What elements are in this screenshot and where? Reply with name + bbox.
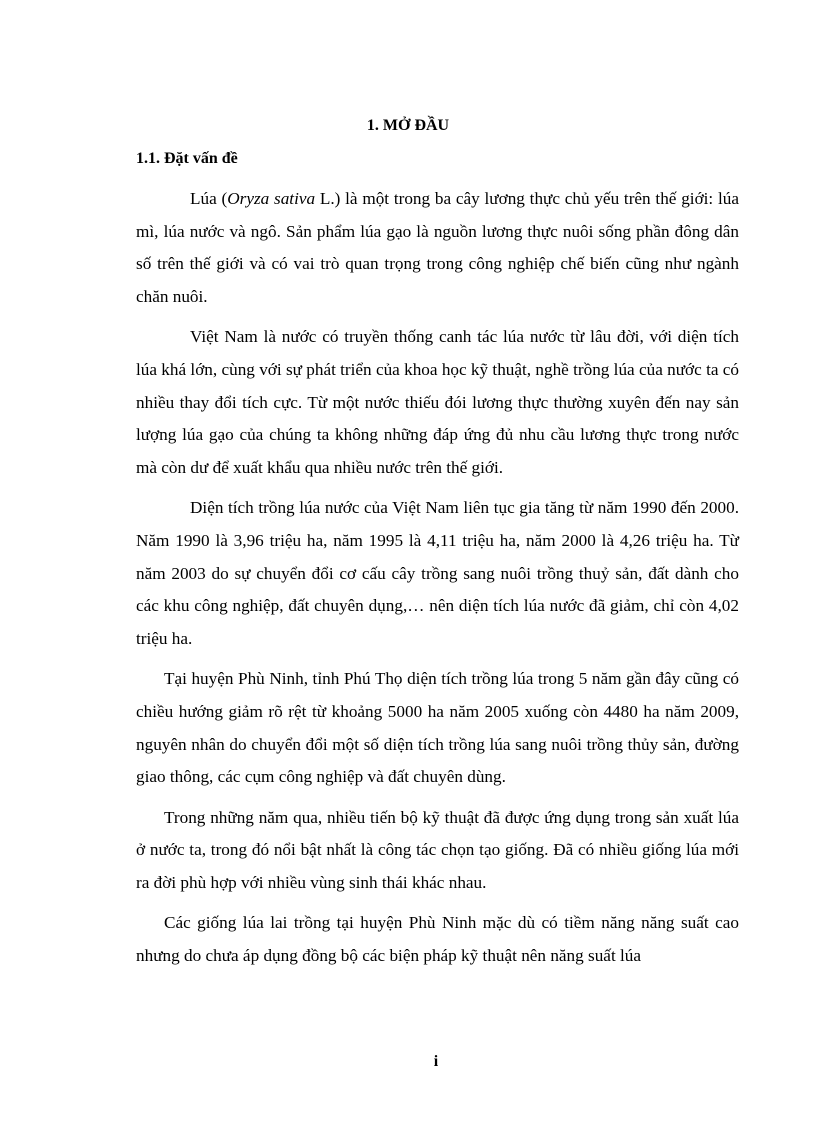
scientific-name: Oryza sativa [227, 189, 316, 208]
paragraph-1-before: Lúa ( [190, 189, 228, 208]
chapter-title: 1. MỞ ĐẦU [366, 117, 450, 134]
paragraph-6: Các giống lúa lai trồng tại huyện Phù Ninh mặc dù có tiềm năng năng suất cao nhưng do chưa áp dụng đồng bộ các biện pháp kỹ thuật nên năng suất lúa [136, 913, 739, 966]
paragraph-4: Tại huyện Phù Ninh, tỉnh Phú Thọ diện tích trồng lúa trong 5 năm gần đây cũng có chiều hướng giảm rõ rệt từ khoảng 5000 ha năm 2005 xuống còn 4480 ha năm 2009, nguyên nhân do chuyển đổi một số diện tích trồng lúa sang nuôi trồng thủy sản, đường giao thông, các cụm công nghiệp và đất chuyên dùng. [136, 669, 739, 787]
page-number: i [433, 1053, 439, 1070]
paragraph-5: Trong những năm qua, nhiều tiến bộ kỹ thuật đã được ứng dụng trong sản xuất lúa ở nước ta, trong đó nổi bật nhất là công tác chọn tạo giống. Đã có nhiều giống lúa mới ra đời phù hợp với nhiều vùng sinh thái khác nhau. [136, 807, 739, 892]
paragraph-1 [136, 183, 739, 313]
section-title: 1.1. Đặt vấn đề [136, 150, 238, 167]
paragraph-3: Diện tích trồng lúa nước của Việt Nam liên tục gia tăng từ năm 1990 đến 2000. Năm 1990 là 3,96 triệu ha, năm 1995 là 4,11 triệu ha, năm 2000 là 4,26 triệu ha. Từ năm 2003 do sự chuyển đổi cơ cấu cây trồng sang nuôi trồng thuỷ sản, đất dành cho các khu công nghiệp, đất chuyên dụng,… nên diện tích lúa nước đã giảm, chỉ còn 4,02 triệu ha. [136, 498, 739, 648]
paragraph-2: Việt Nam là nước có truyền thống canh tác lúa nước từ lâu đời, với diện tích lúa khá lớn, cùng với sự phát triển của khoa học kỹ thuật, nghề trồng lúa của nước ta có nhiều thay đổi tích cực. Từ một nước thiếu đói lương thực thường xuyên đến nay sản lượng lúa gạo của chúng ta không những đáp ứng đủ nhu cầu lương thực trong nước mà còn dư để xuất khẩu qua nhiều nước trên thế giới. [136, 327, 739, 477]
paragraph-1-after: L.) là một trong ba cây lương thực chủ yếu trên thế giới: lúa mì, lúa nước và ngô. Sản phẩm lúa gạo là nguồn lương thực nuôi sống phần đông dân số trên thế giới và có vai trò quan trọng trong công nghiệp chế biến cũng như ngành chăn nuôi. [136, 189, 739, 306]
body-text [136, 183, 739, 981]
